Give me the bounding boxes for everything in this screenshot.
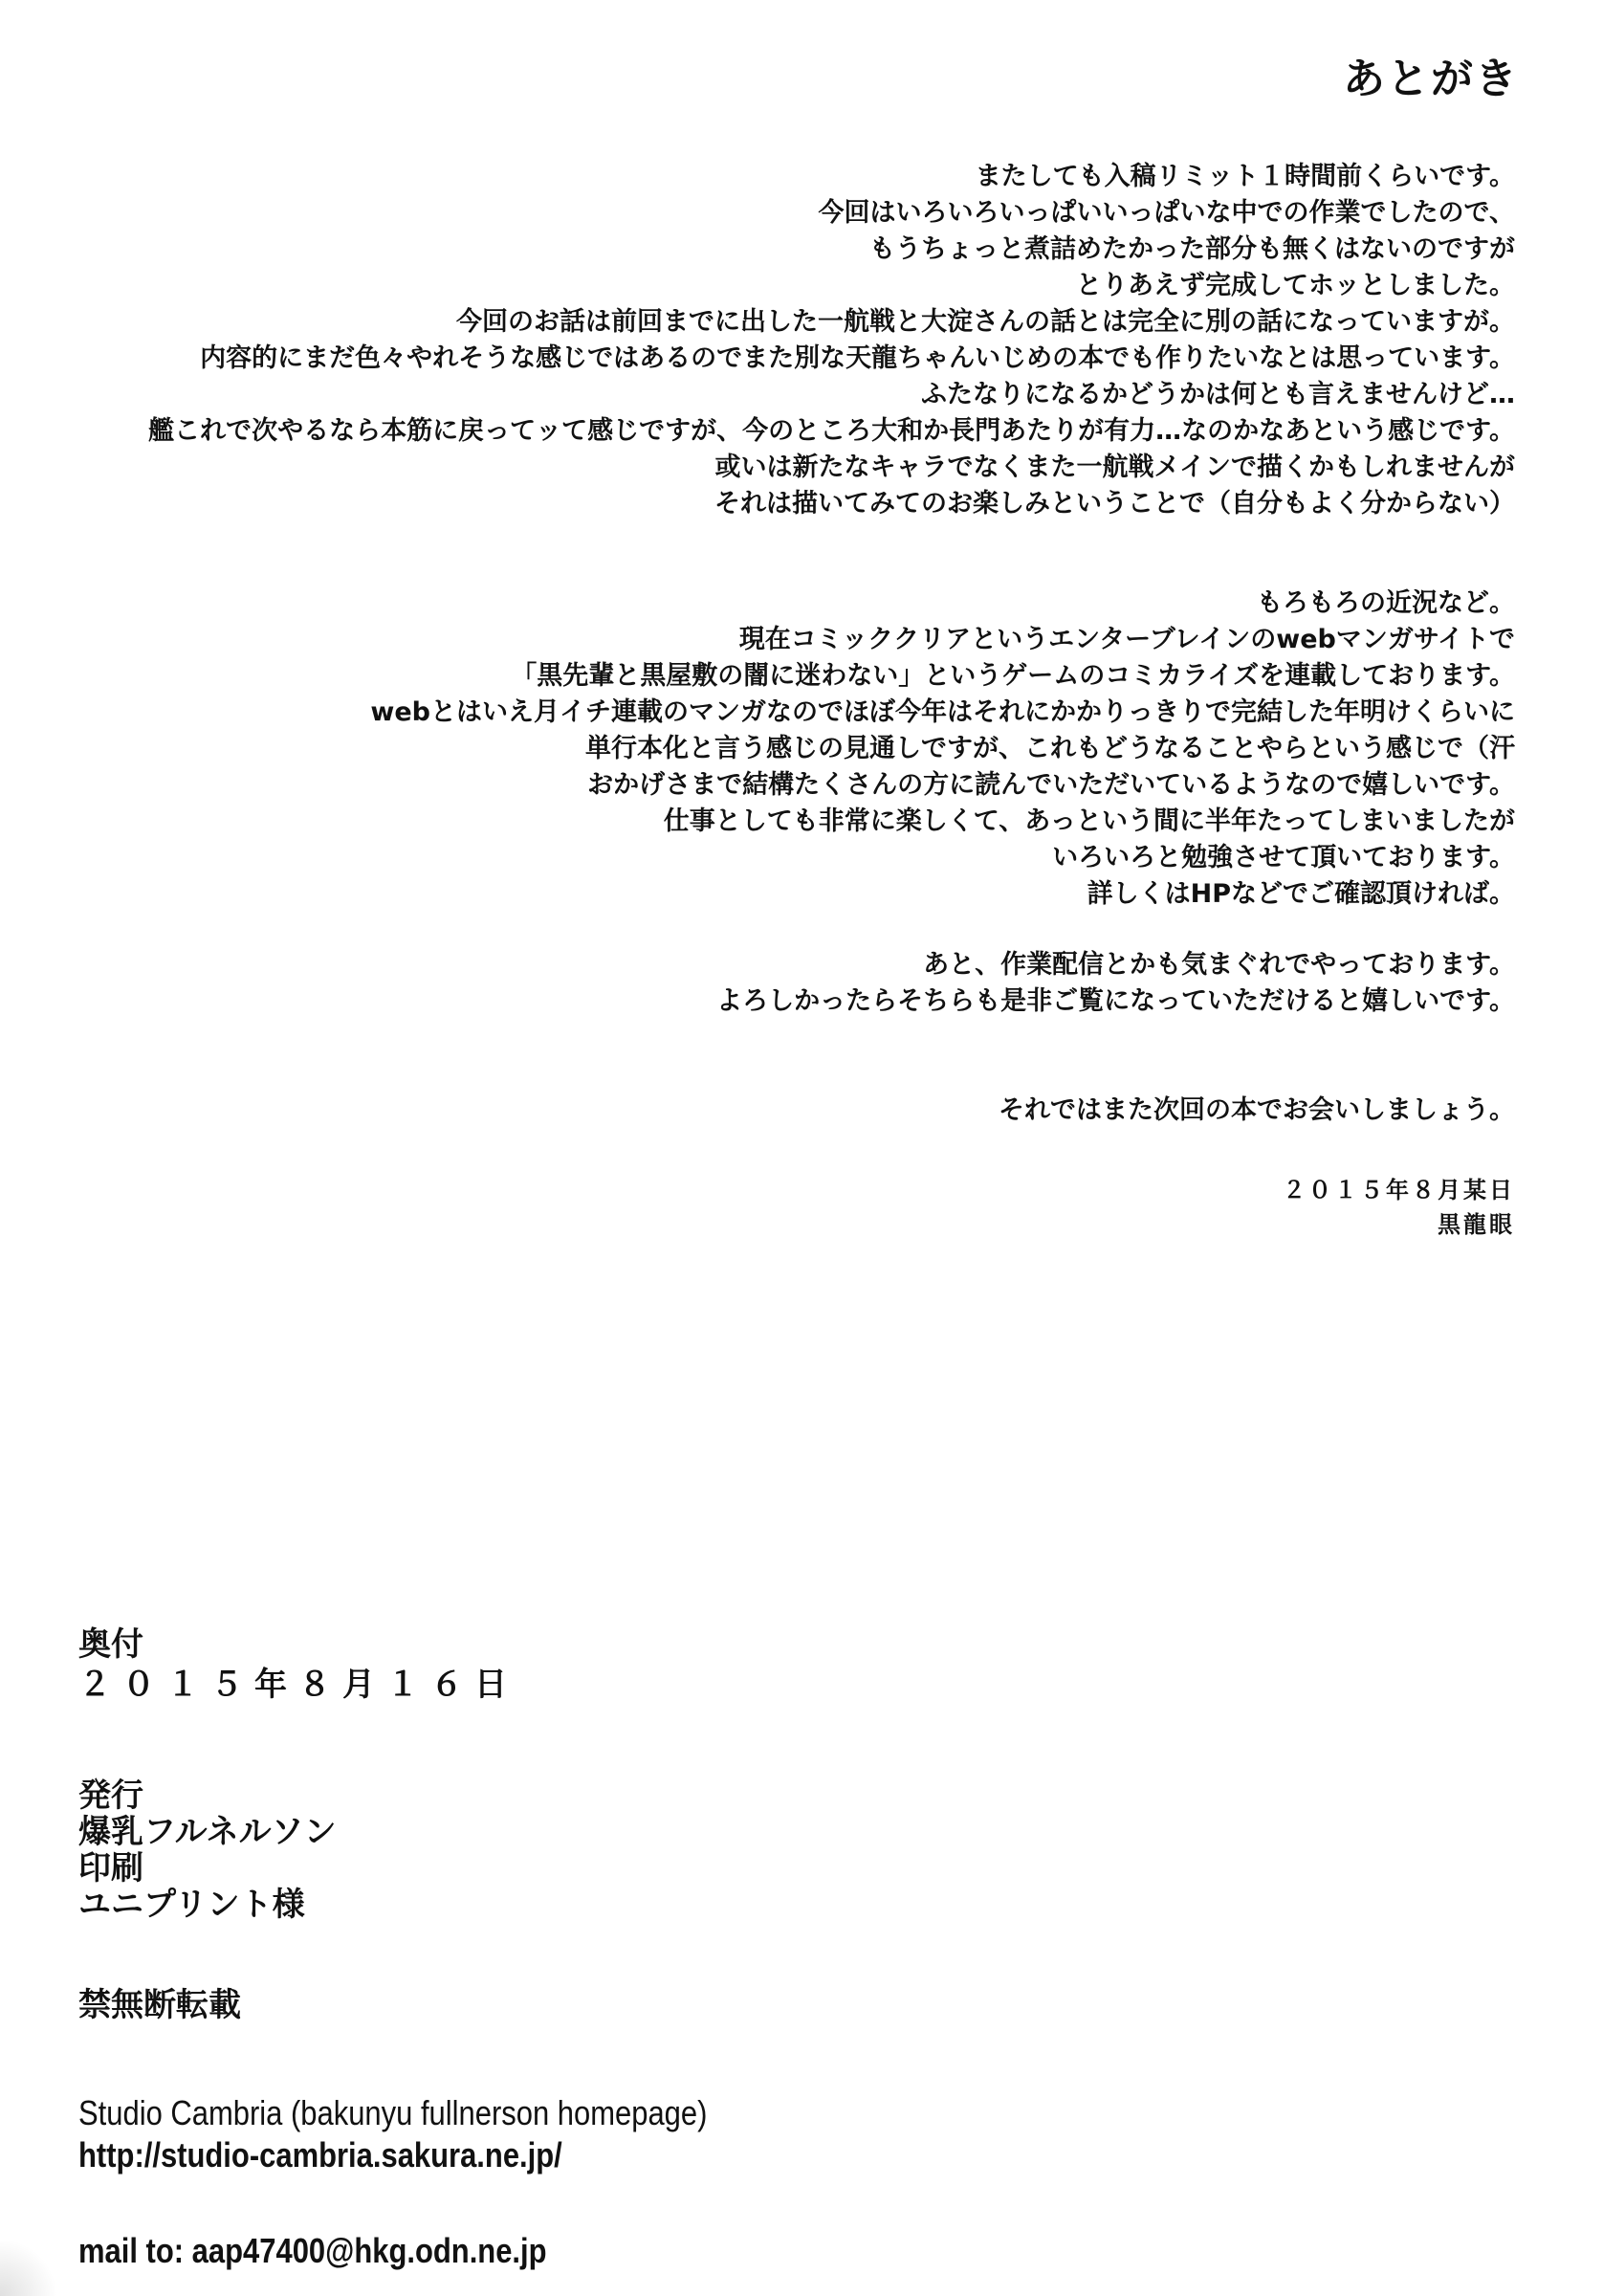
text-line: 現在コミッククリアというエンターブレインのwebマンガサイトで xyxy=(738,625,1515,654)
text-line: 仕事としても非常に楽しくて、あっという間に半年たってしまいましたが xyxy=(663,806,1515,836)
publisher-name: 爆乳フルネルソン xyxy=(78,1813,337,1851)
site-url: http://studio-cambria.sakura.ne.jp/ xyxy=(78,2135,562,2175)
signature-author: 黒龍眼 xyxy=(1438,1211,1515,1238)
text-line: 詳しくはHPなどでご確認頂ければ。 xyxy=(1087,879,1515,909)
copyright-notice: 禁無断転載 xyxy=(78,1986,241,2024)
printer-label: 印刷 xyxy=(78,1849,143,1888)
afterword-paragraph-2 xyxy=(23,585,1515,913)
site-name: Studio Cambria (bakunyu fullnerson homepage) xyxy=(78,2093,708,2132)
text-line: いろいろと勉強させて頂いております。 xyxy=(1052,843,1515,872)
colophon-date: ２０１５年８月１６日 xyxy=(78,1666,518,1704)
text-line: 内容的にまだ色々やれそうな感じではあるのでまた別な天龍ちゃんいじめの本でも作りたいなとは思っています。 xyxy=(200,343,1515,373)
text-line: またしても入稿リミット１時間前くらいです。 xyxy=(975,162,1515,191)
text-line: おかげさまで結構たくさんの方に読んでいただいているようなので嬉しいです。 xyxy=(587,770,1515,800)
afterword-paragraph-4 xyxy=(23,1093,1515,1129)
colophon xyxy=(78,1626,1131,2272)
text-line: それではまた次回の本でお会いしましょう。 xyxy=(999,1095,1515,1125)
signature-date: ２０１５年８月某日 xyxy=(1283,1177,1515,1203)
scan-smudge xyxy=(0,2239,57,2296)
printer-name: ユニプリント様 xyxy=(78,1886,305,1924)
web-info xyxy=(78,2092,1131,2176)
signature xyxy=(23,1173,1515,1242)
text-line: もろもろの近況など。 xyxy=(1257,588,1515,618)
text-line: 今回はいろいろいっぱいいっぱいな中での作業でしたので、 xyxy=(818,198,1515,228)
text-line: ふたなりになるかどうかは何とも言えませんけど… xyxy=(921,380,1515,409)
publish-info xyxy=(78,1777,1131,1923)
text-line: 単行本化と言う感じの見通しですが、これもどうなることやらという感じで（汗 xyxy=(585,734,1515,763)
page-title: あとがき xyxy=(1343,55,1519,103)
text-line: 或いは新たなキャラでなくまた一航戦メインで描くかもしれませんが xyxy=(714,453,1515,482)
text-line: もうちょっと煮詰めたかった部分も無くはないのですが xyxy=(869,234,1515,264)
text-line: 「黒先輩と黒屋敷の闇に迷わない」というゲームのコミカライズを連載しております。 xyxy=(511,661,1515,691)
text-line: よろしかったらそちらも是非ご覧になっていただけると嬉しいです。 xyxy=(716,986,1515,1016)
afterword-paragraph-3 xyxy=(23,947,1515,1020)
text-line: 今回のお話は前回までに出した一航戦と大淀さんの話とは完全に別の話になっていますが。 xyxy=(456,307,1515,337)
text-line: あと、作業配信とかも気まぐれでやっております。 xyxy=(923,950,1515,980)
mail-address: mail to: aap47400@hkg.odn.ne.jp xyxy=(78,2231,547,2270)
text-line: webとはいえ月イチ連載のマンガなのでほぼ今年はそれにかかりっきりで完結した年明けくらいに xyxy=(370,697,1515,727)
text-line: それは描いてみてのお楽しみということで（自分もよく分からない） xyxy=(714,489,1515,519)
text-line: とりあえず完成してホッとしました。 xyxy=(1076,271,1515,300)
afterword-body xyxy=(23,159,1515,1242)
publisher-label: 発行 xyxy=(78,1777,143,1815)
afterword-paragraph-1 xyxy=(23,159,1515,522)
text-line: 艦これで次やるなら本筋に戻ってッて感じですが、今のところ大和か長門あたりが有力…なのかなあという感じです。 xyxy=(148,416,1515,446)
colophon-heading: 奥付 xyxy=(78,1625,143,1664)
